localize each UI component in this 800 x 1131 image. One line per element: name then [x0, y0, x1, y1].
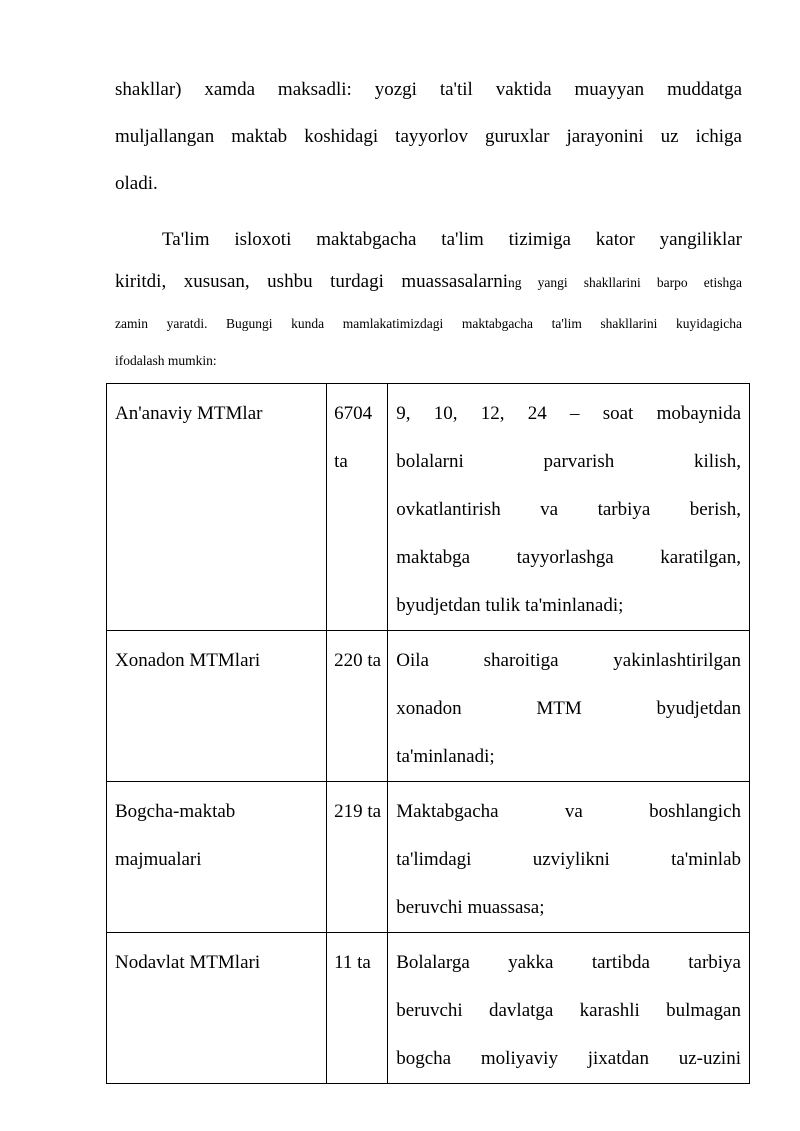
cell-text: beruvchi muassasa;	[396, 897, 545, 918]
text-line: oladi.	[115, 173, 158, 194]
cell-text: xonadon MTM byudjetdan	[396, 698, 741, 719]
cell-text: ta	[334, 451, 348, 472]
cell-text: Maktabgacha va boshlangich	[396, 801, 741, 822]
cell-text: 6704	[334, 403, 373, 424]
text-segment-large: kiritdi, xususan, ushbu turdagi muassasalarni	[115, 271, 508, 292]
text-line: Ta'lim isloxoti maktabgacha ta'lim tizimiga kator yangiliklar	[162, 229, 742, 250]
table-row	[107, 384, 750, 631]
description-cell	[388, 384, 750, 631]
cell-text: byudjetdan tulik ta'minlanadi;	[396, 595, 624, 616]
type-cell	[107, 384, 327, 631]
description-cell	[388, 933, 750, 1084]
cell-text: Nodavlat MTMlari	[115, 952, 261, 973]
count-cell	[327, 384, 388, 631]
cell-text: majmualari	[115, 849, 202, 870]
count-cell	[327, 631, 388, 782]
count-cell	[327, 933, 388, 1084]
cell-text: bolalarni parvarish kilish,	[396, 451, 741, 472]
text-segment-small: ng yangi shakllarini barpo etishga	[508, 275, 742, 290]
cell-text: ta'minlanadi;	[396, 746, 495, 767]
cell-text: 9, 10, 12, 24 – soat mobaynida	[396, 403, 741, 424]
cell-text: Bolalarga yakka tartibda tarbiya	[396, 952, 741, 973]
cell-text: maktabga tayyorlashga karatilgan,	[396, 547, 741, 568]
cell-text: Oila sharoitiga yakinlashtirilgan	[396, 650, 741, 671]
description-cell	[388, 782, 750, 933]
count-cell	[327, 782, 388, 933]
table-row	[107, 631, 750, 782]
type-cell	[107, 631, 327, 782]
text-line: muljallangan maktab koshidagi tayyorlov guruxlar jarayonini uz ichiga	[115, 126, 742, 147]
cell-text: 11 ta	[334, 952, 371, 973]
cell-text: Xonadon MTMlari	[115, 650, 261, 671]
text-line: shakllar) xamda maksadli: yozgi ta'til vaktida muayyan muddatga	[115, 79, 742, 100]
description-cell	[388, 631, 750, 782]
type-cell	[107, 782, 327, 933]
cell-text: bogcha moliyaviy jixatdan uz-uzini	[396, 1048, 741, 1069]
table-row	[107, 933, 750, 1084]
cell-text: An'anaviy MTMlar	[115, 403, 263, 424]
type-cell	[107, 933, 327, 1084]
paragraph-intro-line	[162, 216, 742, 263]
cell-text: beruvchi davlatga karashli bulmagan	[396, 1000, 741, 1021]
paragraph-continuation	[115, 66, 742, 207]
cell-text: ta'limdagi uzviylikni ta'minlab	[396, 849, 741, 870]
table-row	[107, 782, 750, 933]
paragraph-mixed-line	[115, 271, 742, 293]
cell-text: Bogcha-maktab	[115, 801, 236, 822]
text-line-small: zamin yaratdi. Bugungi kunda mamlakatimizdagi maktabgacha ta'lim shakllarini kuyidagicha	[115, 316, 742, 331]
cell-text: 219 ta	[334, 801, 382, 822]
cell-text: ovkatlantirish va tarbiya berish,	[396, 499, 741, 520]
text-line-small: ifodalash mumkin:	[115, 353, 217, 368]
cell-text: 220 ta	[334, 650, 382, 671]
mtm-types-table	[106, 383, 750, 1084]
